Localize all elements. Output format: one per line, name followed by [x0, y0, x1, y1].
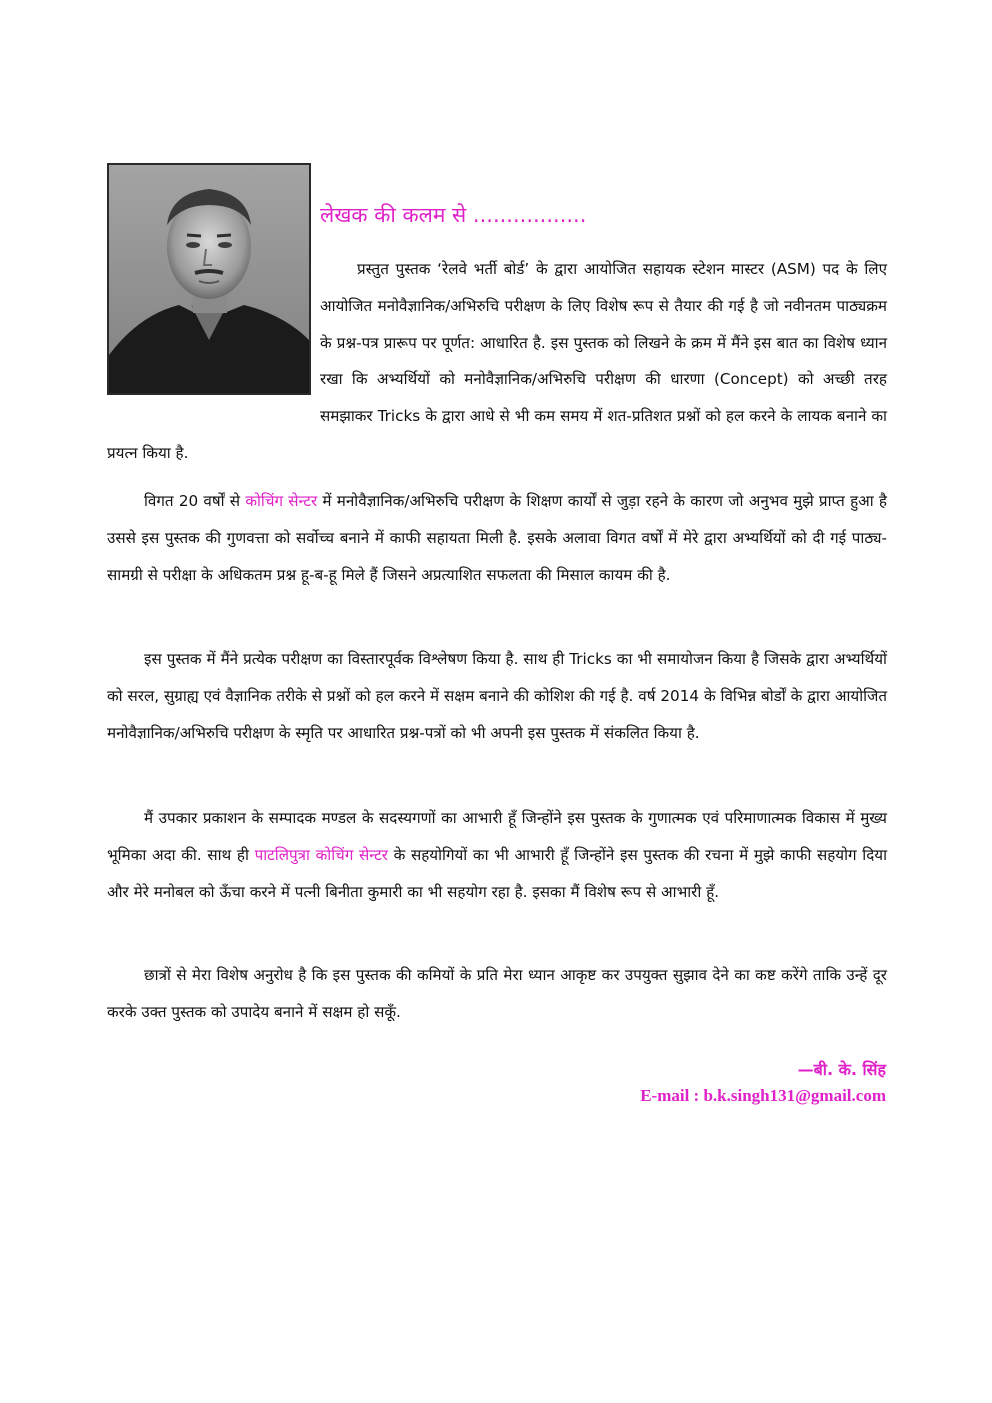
paragraph-request-text: छात्रों से मेरा विशेष अनुरोध है कि इस पुस्तक की कमियों के प्रति मेरा ध्यान आकृष्ट कर उपयुक्त सुझाव देने का कष्ट करेंगे ताकि उन्हें दूर करके उक्त पुस्तक को उपादेय बनाने में सक्षम हो सकूँ.: [107, 966, 887, 1021]
paragraph-request: [107, 957, 887, 1031]
paragraph-experience: [107, 483, 887, 593]
paragraph-intro-text: प्रस्तुत पुस्तक ‘रेलवे भर्ती बोर्ड’ के द्वारा आयोजित सहायक स्टेशन मास्टर (ASM) पद के लिए आयोजित मनोवैज्ञानिक/अभिरुचि परीक्षण के लिए विशेष रूप से तैयार की गई है जो नवीनतम पाठ्यक्रम के प्रश्न-पत्र प्रारूप पर पूर्णत: आधारित है. इस पुस्तक को लिखने के क्रम में मैंने इस बात का विशेष ध्यान रखा कि अभ्यर्थियों को मनोवैज्ञानिक/अभिरुचि परीक्षण की धारणा (Concept) को अच्छी तरह समझाकर Tricks के द्वारा आधे से भी कम समय में शत-प्रतिशत प्रश्नों को हल करने के लायक बनाने का प्रयत्न किया है.: [107, 260, 887, 462]
paragraph-thanks: [107, 800, 887, 910]
paragraph-intro: [107, 251, 887, 472]
author-signature: —बी. के. सिंह: [797, 1060, 886, 1079]
paragraph-analysis: [107, 641, 887, 751]
paragraph-analysis-text: इस पुस्तक में मैंने प्रत्येक परीक्षण का विस्तारपूर्वक विश्लेषण किया है. साथ ही Tricks का भी समायोजन किया है जिसके द्वारा अभ्यर्थियों को सरल, सुग्राह्य एवं वैज्ञानिक तरीके से प्रश्नों को हल करने में सक्षम बनाने की कोशिश की गई है. वर्ष 2014 के विभिन्न बोर्डों के द्वारा आयोजित मनोवैज्ञानिक/अभिरुचि परीक्षण के स्मृति पर आधारित प्रश्न-पत्रों को भी अपनी इस पुस्तक में संकलित किया है.: [107, 650, 887, 742]
pataliputra-coaching-highlight: पाटलिपुत्रा कोचिंग सेन्टर: [254, 845, 388, 864]
paragraph-thanks-before: मैं उपकार प्रकाशन के सम्पादक मण्डल के सदस्यगणों का आभारी हूँ जिन्होंने इस पुस्तक के गुणात्मक एवं परिमाणात्मक विकास में मुख्य भूमिका अदा की. साथ ही: [107, 809, 887, 864]
paragraph-experience-before: विगत 20 वर्षों से: [144, 492, 246, 510]
paragraph-experience-after: में मनोवैज्ञानिक/अभिरुचि परीक्षण के शिक्षण कार्यों से जुड़ा रहने के कारण जो अनुभव मुझे प्राप्त हुआ है उससे इस पुस्तक की गुणवत्ता को सर्वोच्च बनाने में काफी सहायता मिली है. इसके अलावा विगत वर्षों में मेरे द्वारा अभ्यर्थियों को दी गई पाठ्य-सामग्री से परीक्षा के अधिकतम प्रश्न हू-ब-हू मिले हैं जिसने अप्रत्याशित सफलता की मिसाल कायम की है.: [107, 492, 887, 584]
author-email[interactable]: E-mail : b.k.singh131@gmail.com: [640, 1086, 886, 1105]
photo-wrap-spacer: [107, 251, 320, 399]
paragraph-thanks-after: के सहयोगियों का भी आभारी हूँ जिन्होंने इस पुस्तक की रचना में मुझे काफी सहयोग दिया और मेरे मनोबल को ऊँचा करने में पत्नी बिनीता कुमारी का भी सहयोग रहा है. इसका मैं विशेष रूप से आभारी हूँ.: [107, 845, 887, 901]
coaching-center-highlight: कोचिंग सेन्टर: [245, 492, 318, 510]
page-heading: लेखक की कलम से .................: [320, 203, 587, 227]
